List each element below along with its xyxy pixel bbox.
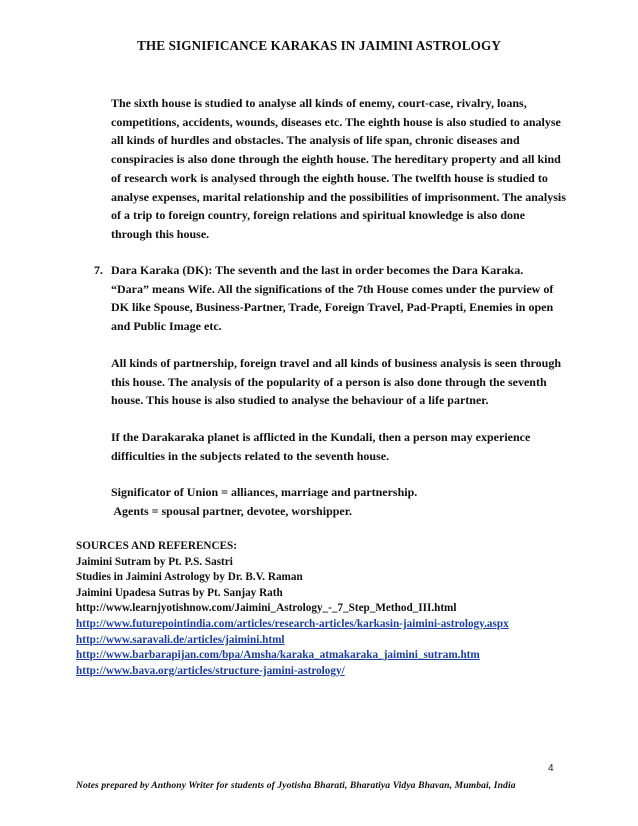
dara-karaka-definition: Dara Karaka (DK): The seventh and the last in order becomes the Dara Karaka. “Dara” means Wife. All the significations of the 7th House comes under the purview of DK like Spouse, Business-Partner, Trade, Foreign Travel, Pad-Prapti, Enemies in open and Public Image etc. xyxy=(111,263,554,334)
page-title: THE SIGNIFICANCE KARAKAS IN JAIMINI ASTROLOGY xyxy=(137,38,501,53)
reference-book: Jaimini Sutram by Pt. P.S. Sastri xyxy=(76,555,233,568)
reference-link[interactable]: http://www.saravali.de/articles/jaimini.html xyxy=(76,633,285,646)
reference-url-plain: http://www.learnjyotishnow.com/Jaimini_Astrology_-_7_Step_Method_III.html xyxy=(76,602,457,615)
reference-link[interactable]: http://www.bava.org/articles/structure-jamini-astrology/ xyxy=(76,664,345,677)
reference-link[interactable]: http://www.barbarapijan.com/bpa/Amsha/karaka_atmakaraka_jaimini_sutram.htm xyxy=(76,649,480,662)
partnership-paragraph: All kinds of partnership, foreign travel and all kinds of business analysis is seen through this house. The analysis of the popularity of a person is also done through the seventh house. This house is also studied to analyse the behaviour of a life partner. xyxy=(111,355,561,408)
list-item-body xyxy=(111,261,564,521)
reference-book: Jaimini Upadesa Sutras by Pt. Sanjay Rath xyxy=(76,586,283,599)
references-section xyxy=(76,539,576,679)
page-footer: Notes prepared by Anthony Writer for students of Jyotisha Bharati, Bharatiya Vidya Bhavan, Mumbai, India xyxy=(76,780,516,791)
intro-paragraph: The sixth house is studied to analyse all kinds of enemy, court-case, rivalry, loans, competitions, accidents, wounds, diseases etc. The eighth house is also studied to analyse all kinds of hurdles and obstacles. The analysis of life span, chronic diseases and conspiracies is also done through the eighth house. The hereditary property and all kind of research work is analysed through the eighth house. The twelfth house is studied to analyse expenses, marital relationship and the possibilities of imprisonment. The analysis of a trip to foreign country, foreign relations and spiritual knowledge is also done through this house. xyxy=(111,96,566,241)
reference-link[interactable]: http://www.futurepointindia.com/articles/research-articles/karkasin-jaimini-astrology.aspx xyxy=(76,617,509,630)
reference-book: Studies in Jaimini Astrology by Dr. B.V. Raman xyxy=(76,571,303,584)
affliction-paragraph: If the Darakaraka planet is afflicted in the Kundali, then a person may experience difficulties in the subjects related to the seventh house. xyxy=(111,429,531,463)
references-heading: SOURCES AND REFERENCES: xyxy=(76,540,238,552)
page-number: 4 xyxy=(548,763,554,774)
significator-line: Significator of Union = alliances, marriage and partnership. xyxy=(111,485,418,500)
intro-paragraph-block xyxy=(111,94,566,244)
agents-line: Agents = spousal partner, devotee, worshipper. xyxy=(111,504,352,519)
list-number: 7. xyxy=(94,263,103,277)
